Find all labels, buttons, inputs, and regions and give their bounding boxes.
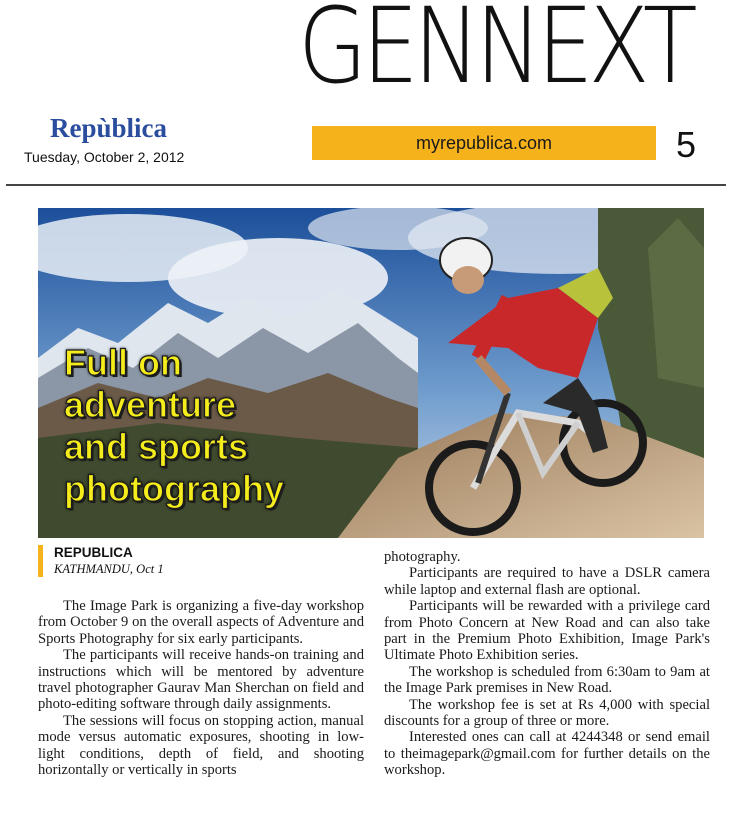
paragraph: The workshop fee is set at Rs 4,000 with special discounts for a group of three or more. — [384, 696, 710, 730]
article-column-1 — [38, 598, 364, 778]
byline-source: REPUBLICA — [54, 545, 133, 560]
section-title: GENNEXT — [298, 0, 693, 107]
paragraph: The Image Park is organizing a five-day workshop from October 9 on the overall aspects of Adventure and Sports Photography for six early participants. — [38, 598, 364, 647]
article-column-2 — [384, 549, 710, 779]
paragraph-continued: photography. — [384, 549, 461, 565]
headline-line: Full on — [64, 342, 182, 383]
website-link[interactable]: myrepublica.com — [415, 132, 553, 153]
paragraph: Participants are required to have a DSLR camera while laptop and external flash are optional. — [384, 565, 710, 598]
headline-line: adventure — [64, 384, 237, 425]
headline-line: photography — [64, 468, 284, 509]
paragraph: Interested ones can call at 4244348 or send email to theimagepark@gmail.com for further details on the workshop. — [384, 729, 710, 779]
paragraph: Participants will be rewarded with a privilege card from Photo Concern at New Road and can also take part in the Premium Photo Exhibition, Image Park's Ultimate Photo Exhibition series. — [384, 598, 710, 664]
issue-date: Tuesday, October 2, 2012 — [24, 149, 185, 165]
byline — [38, 545, 164, 577]
paragraph: The participants will receive hands-on training and instructions which will be mentored by adventure travel photographer Gaurav Man Sherchan on field and photo-editing software through daily assignments. — [38, 647, 364, 713]
website-bar[interactable] — [312, 126, 656, 160]
page-number: 5 — [676, 124, 697, 165]
newspaper-brand: Repùblica — [50, 113, 168, 143]
masthead-divider — [6, 184, 726, 186]
headline-line: and sports — [64, 426, 249, 467]
paragraph: The workshop is scheduled from 6:30am to 9am at the Image Park premises in New Road. — [384, 663, 710, 697]
dateline: KATHMANDU, Oct 1 — [54, 562, 164, 576]
headline — [64, 342, 284, 510]
paragraph: The sessions will focus on stopping action, manual mode versus automatic exposures, shooting in low-light conditions, depth of field, and shooting horizontally or vertically in sports — [38, 712, 364, 779]
masthead — [0, 0, 730, 190]
